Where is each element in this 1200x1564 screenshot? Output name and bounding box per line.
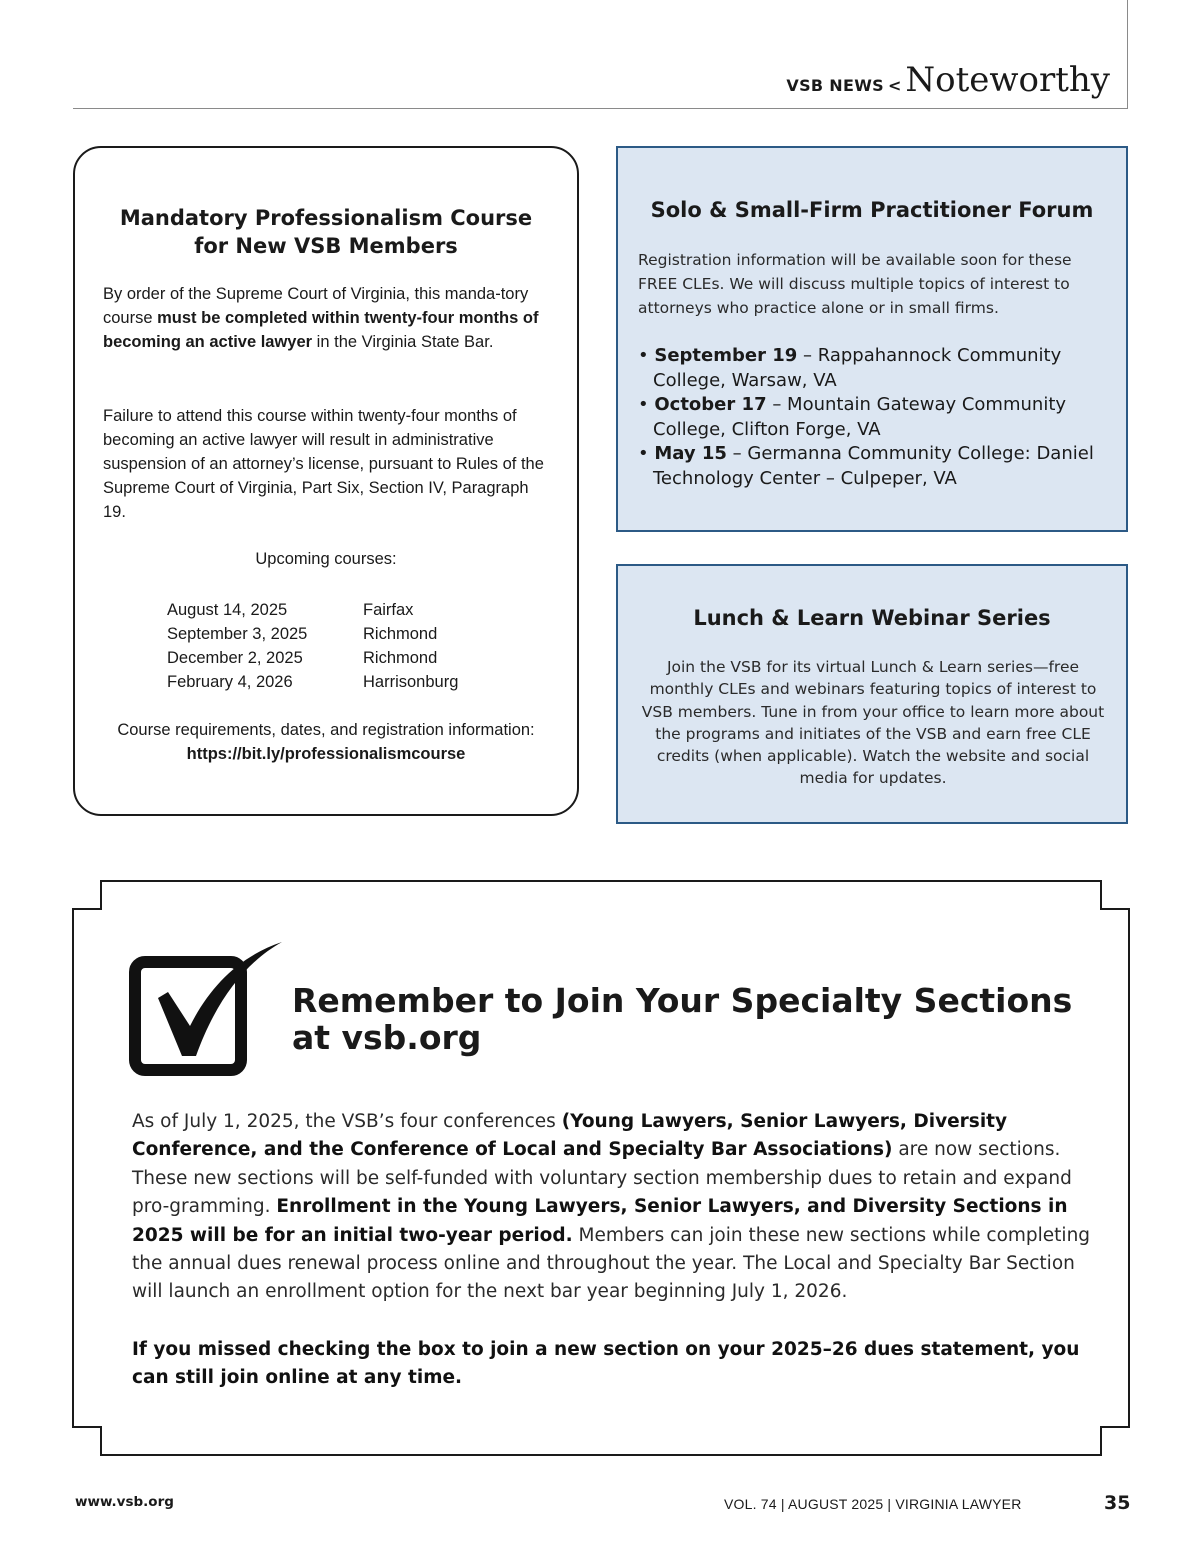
event-place: – Rappahannock Community College, Warsaw, VA: [653, 345, 1062, 391]
header-rule: [73, 108, 1128, 109]
list-item: [638, 344, 1118, 393]
course-requirements: [75, 718, 577, 766]
title-line1: Remember to Join Your Specialty Sections: [292, 981, 1073, 1020]
title-line2: at vsb.org: [292, 1018, 482, 1057]
course-date: December 2, 2025: [167, 649, 303, 667]
header-label: VSB NEWS: [786, 76, 884, 95]
course-link[interactable]: https://bit.ly/professionalismcourse: [186, 745, 466, 763]
course-row: [167, 598, 458, 622]
running-header: [786, 60, 1110, 100]
event-place: – Mountain Gateway Community College, Clifton Forge, VA: [653, 394, 1067, 440]
event-date: May 15: [654, 443, 727, 464]
solo-forum-title: Solo & Small-Firm Practitioner Forum: [650, 198, 1094, 222]
header-vertical-rule: [1127, 0, 1128, 109]
p1-text: By order of the Supreme Court of Virginia, this manda-tory course: [103, 285, 529, 327]
course-row: [167, 646, 458, 670]
specialty-sections-title: [292, 982, 1092, 1056]
list-item: [638, 393, 1118, 442]
footer-issue-info: VOL. 74 | AUGUST 2025 | VIRGINIA LAWYER: [724, 1496, 1022, 1512]
text: As of July 1, 2025, the VSB’s four conferences: [132, 1111, 562, 1132]
specialty-sections-note: If you missed checking the box to join a new section on your 2025–26 dues statement, you can still join online at any time.: [132, 1339, 1080, 1389]
event-place: – Germanna Community College: Daniel Technology Center – Culpeper, VA: [653, 443, 1094, 489]
course-row: [167, 670, 458, 694]
solo-forum-box: [616, 146, 1128, 532]
professionalism-course-box: [73, 146, 579, 816]
specialty-sections-paragraph: [132, 1108, 1092, 1307]
course-date: September 3, 2025: [167, 625, 308, 643]
event-date: September 19: [654, 345, 798, 366]
professionalism-paragraph-2: Failure to attend this course within twenty-four months of becoming an active lawyer will result in administrative suspension of an attorney’s license, pursuant to Rules of the Supreme Court of Virginia, Part Six, Section IV, Paragraph 19.: [103, 407, 544, 521]
course-location: Fairfax: [363, 601, 414, 619]
checkbox-check-icon: [128, 938, 288, 1083]
lunch-learn-box: [616, 564, 1128, 824]
solo-forum-event-list: [638, 344, 1118, 491]
professionalism-title: [75, 204, 577, 260]
bullet: •: [638, 394, 649, 415]
page-number: 35: [1104, 1492, 1131, 1514]
professionalism-title-line1: Mandatory Professionalism Course: [119, 206, 533, 230]
bold-text: Enrollment in the Young Lawyers, Senior Lawyers, and Diversity Sections in 2025 will be for an initial two-year period.: [132, 1196, 1068, 1246]
upcoming-courses-label: Upcoming courses:: [255, 550, 397, 568]
text: are now sections. These new sections will be self-funded with voluntary section membership dues to retain and expand pro-gramming.: [132, 1139, 1072, 1218]
p1-bold-text: must be completed within twenty-four months of becoming an active lawyer: [103, 309, 539, 351]
lunch-learn-title: Lunch & Learn Webinar Series: [693, 606, 1051, 630]
p1-text-end: in the Virginia State Bar.: [312, 333, 494, 351]
professionalism-paragraph-1: [103, 282, 553, 354]
solo-forum-intro: Registration information will be available soon for these FREE CLEs. We will discuss multiple topics of interest to attorneys who practice alone or in small firms.: [638, 251, 1072, 317]
text: Members can join these new sections while completing the annual dues renewal process online and throughout the year. The Local and Specialty Bar Section will launch an enrollment option for the next bar year beginning July 1, 2026.: [132, 1224, 1091, 1303]
professionalism-title-line2: for New VSB Members: [194, 234, 458, 258]
footer-website[interactable]: www.vsb.org: [75, 1494, 174, 1510]
requirements-text: Course requirements, dates, and registration information:: [117, 721, 535, 739]
course-date: February 4, 2026: [167, 673, 293, 691]
course-location: Richmond: [363, 625, 438, 643]
list-item: [638, 442, 1118, 491]
course-location: Richmond: [363, 649, 438, 667]
bullet: •: [638, 345, 649, 366]
course-location: Harrisonburg: [363, 673, 459, 691]
course-row: [167, 622, 458, 646]
bullet: •: [638, 443, 649, 464]
course-date: August 14, 2025: [167, 601, 288, 619]
header-section-title: Noteworthy: [905, 60, 1110, 100]
course-list: [167, 598, 458, 694]
event-date: October 17: [654, 394, 767, 415]
lunch-learn-body: Join the VSB for its virtual Lunch & Learn series—free monthly CLEs and webinars featuring topics of interest to VSB members. Tune in from your office to learn more about the programs and initiates of the VSB and earn free CLE credits (when applicable). Watch the website and social media for updates.: [641, 658, 1105, 788]
bold-text: (Young Lawyers, Senior Lawyers, Diversity Conference, and the Conference of Local and Specialty Bar Associations): [132, 1111, 1008, 1161]
specialty-sections-box: [72, 880, 1130, 1456]
header-separator: <: [887, 76, 902, 95]
